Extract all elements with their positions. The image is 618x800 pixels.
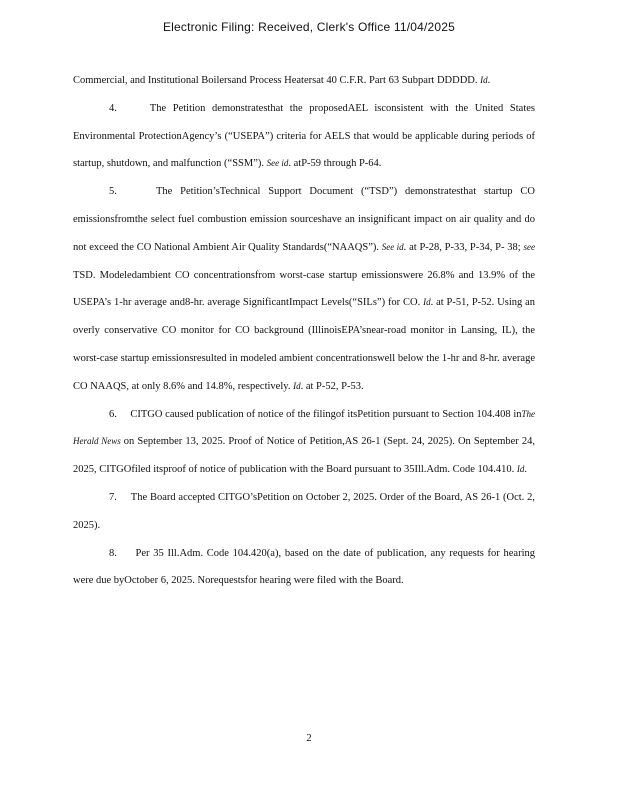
- paragraph-6: 6. CITGO caused publication of notice of the filingof itsPetition pursuant to Section 104.408 inThe Herald News on September 13, 2025. Proof of Notice of Petition,AS 26-1 (Sept. 24, 2025). On September 24, 2025, CITGOfiled itsproof of notice of publication with the Board pursuant to 35Ill.Adm. Code 104.410. Id.: [73, 408, 536, 476]
- paragraph-8: 8. Per 35 Ill.Adm. Code 104.420(a), based on the date of publication, any requests for hearing were due byOctober 6, 2025. Norequestsfor hearing were filed with the Board.: [73, 547, 536, 587]
- paragraph-continuation: Commercial, and Institutional Boilersand Process Heatersat 40 C.F.R. Part 63 Subpart DDDDD. Id.: [73, 75, 491, 86]
- paragraph-number: 7.: [109, 491, 117, 503]
- paragraph-number: 5.: [109, 186, 117, 198]
- paragraph-4: 4. The Petition demonstratesthat the proposedAEL isconsistent with the United States Environmental ProtectionAgency’s (“USEPA”) criteria for AELS that would be applicable during periods of startup, shutdown, and malfunction (“SSM”). See id. atP-59 through P-64.: [73, 102, 536, 170]
- paragraph-7: 7. The Board accepted CITGO’sPetition on October 2, 2025. Order of the Board, AS 26-1 (Oct. 2, 2025).: [73, 491, 535, 531]
- page-number: 2: [306, 733, 312, 744]
- document-body: [73, 67, 535, 595]
- filing-stamp-header: Electronic Filing: Received, Clerk's Office 11/04/2025: [162, 20, 456, 34]
- paragraph-5: 5. The Petition’sTechnical Support Document (“TSD”) demonstratesthat startup CO emissionsfromthe select fuel combustion emission sourceshave an insignificant impact on air quality and do not exceed the CO National Ambient Air Quality Standards(“NAAQS”). See id. at P-28, P-33, P-34, P- 38; see TSD. Modeledambient CO concentrationsfrom worst-case startup emissionswere 26.8% and 13.9% of the USEPA’s 1-hr average and8-hr. average SignificantImpact Levels(“SILs”) for CO. Id. at P-51, P-52. Using an overly conservative CO monitor for CO background (IllinoisEPA’snear-road monitor in Lansing, IL), the worst-case startup emissionsresulted in modeled ambient concentrationswell below the 1-hr and 8-hr. average CO NAAQS, at only 8.6% and 14.8%, respectively. Id. at P-52, P-53.: [73, 186, 535, 392]
- paragraph-number: 4.: [109, 102, 117, 114]
- paragraph-number: 6.: [109, 408, 117, 420]
- paragraph-number: 8.: [109, 547, 117, 559]
